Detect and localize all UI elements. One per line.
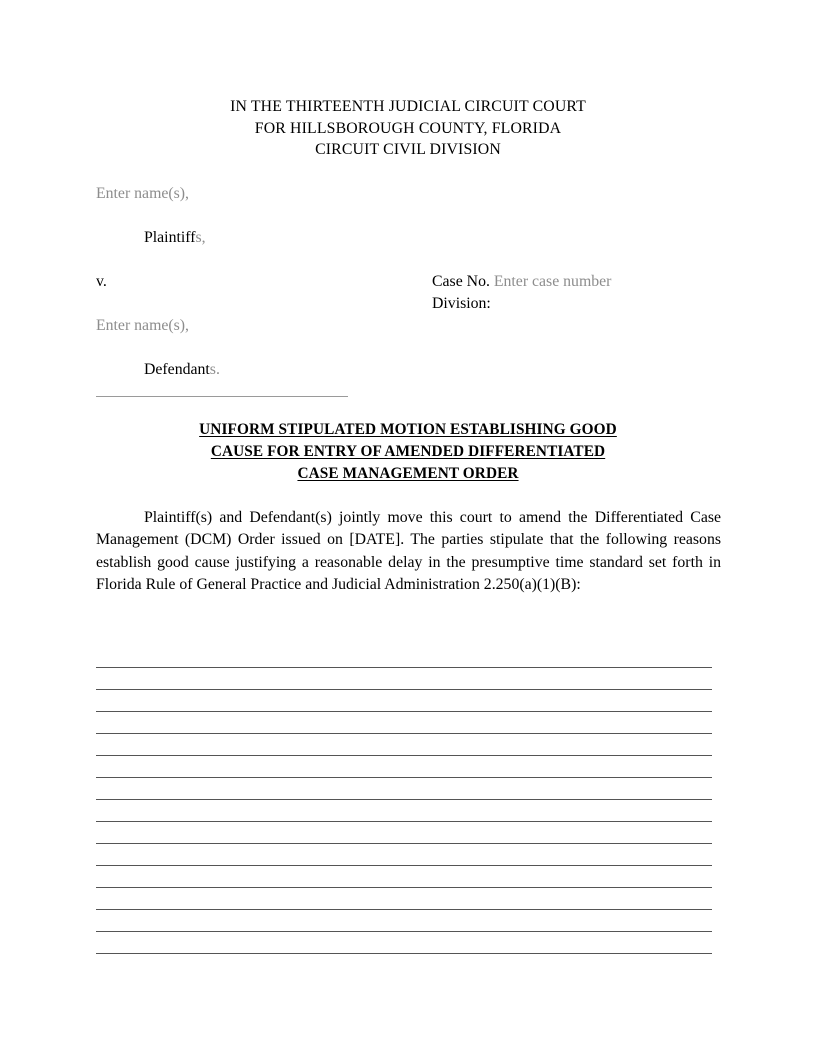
court-header-line-2: FOR HILLSBOROUGH COUNTY, FLORIDA bbox=[254, 119, 562, 137]
plaintiff-name-field[interactable] bbox=[96, 183, 189, 204]
defendant-role-text: Defendant bbox=[144, 361, 210, 378]
case-number-row bbox=[432, 271, 720, 293]
document-title-line-3 bbox=[96, 463, 720, 485]
case-number-block bbox=[432, 271, 720, 314]
court-header-line-3: CIRCUIT CIVIL DIVISION bbox=[315, 141, 501, 158]
blank-write-in-line[interactable] bbox=[96, 734, 712, 756]
document-title-text-3: CASE MANAGEMENT ORDER bbox=[297, 464, 519, 482]
blank-write-in-line[interactable] bbox=[96, 646, 712, 668]
document-title-text-2: CAUSE FOR ENTRY OF AMENDED DIFFERENTIATED bbox=[210, 442, 606, 460]
defendant-role-label bbox=[96, 359, 220, 380]
blank-write-in-line[interactable] bbox=[96, 756, 712, 778]
document-title-line-1 bbox=[96, 419, 720, 441]
defendant-name-field[interactable] bbox=[96, 315, 189, 336]
blank-write-in-line[interactable] bbox=[96, 800, 712, 822]
blank-write-in-line[interactable] bbox=[96, 778, 712, 800]
versus-label: v. bbox=[96, 273, 107, 290]
court-header bbox=[96, 96, 720, 161]
document-title-text-1: UNIFORM STIPULATED MOTION ESTABLISHING GOOD bbox=[199, 421, 617, 438]
blank-write-in-line[interactable] bbox=[96, 690, 712, 712]
motion-body-paragraph: Plaintiff(s) and Defendant(s) jointly move this court to amend the Differentiated Case Management (DCM) Order issued on [DATE]. The parties stipulate that the following reasons establish good cause justifying a reasonable delay in the presumptive time standard set forth in Florida Rule of General Practice and Judicial Administration 2.250(a)(1)(B): bbox=[96, 509, 721, 593]
document-title bbox=[96, 419, 720, 484]
blank-write-in-line[interactable] bbox=[96, 822, 712, 844]
caption-divider-rule bbox=[96, 396, 348, 397]
blank-answer-lines[interactable] bbox=[96, 646, 712, 954]
plaintiff-name-placeholder: Enter name(s), bbox=[96, 185, 189, 202]
blank-write-in-line[interactable] bbox=[96, 712, 712, 734]
blank-write-in-line[interactable] bbox=[96, 844, 712, 866]
document-title-line-2 bbox=[96, 441, 720, 463]
blank-write-in-line[interactable] bbox=[96, 668, 712, 690]
plaintiff-role-text: Plaintiff bbox=[144, 229, 196, 246]
defendant-role-suffix: s. bbox=[209, 361, 220, 378]
division-row bbox=[432, 293, 720, 315]
division-label: Division: bbox=[432, 294, 491, 312]
plaintiff-role-label bbox=[96, 227, 206, 248]
case-number-field[interactable]: Enter case number bbox=[493, 273, 612, 290]
court-header-line-1: IN THE THIRTEENTH JUDICIAL CIRCUIT COURT bbox=[230, 98, 586, 115]
defendant-name-placeholder: Enter name(s), bbox=[96, 317, 189, 334]
blank-write-in-line[interactable] bbox=[96, 866, 712, 888]
plaintiff-role-suffix: s, bbox=[195, 229, 206, 246]
blank-write-in-line[interactable] bbox=[96, 888, 712, 910]
blank-write-in-line[interactable] bbox=[96, 910, 712, 932]
blank-write-in-line[interactable] bbox=[96, 932, 712, 954]
case-no-label: Case No. bbox=[432, 273, 490, 290]
